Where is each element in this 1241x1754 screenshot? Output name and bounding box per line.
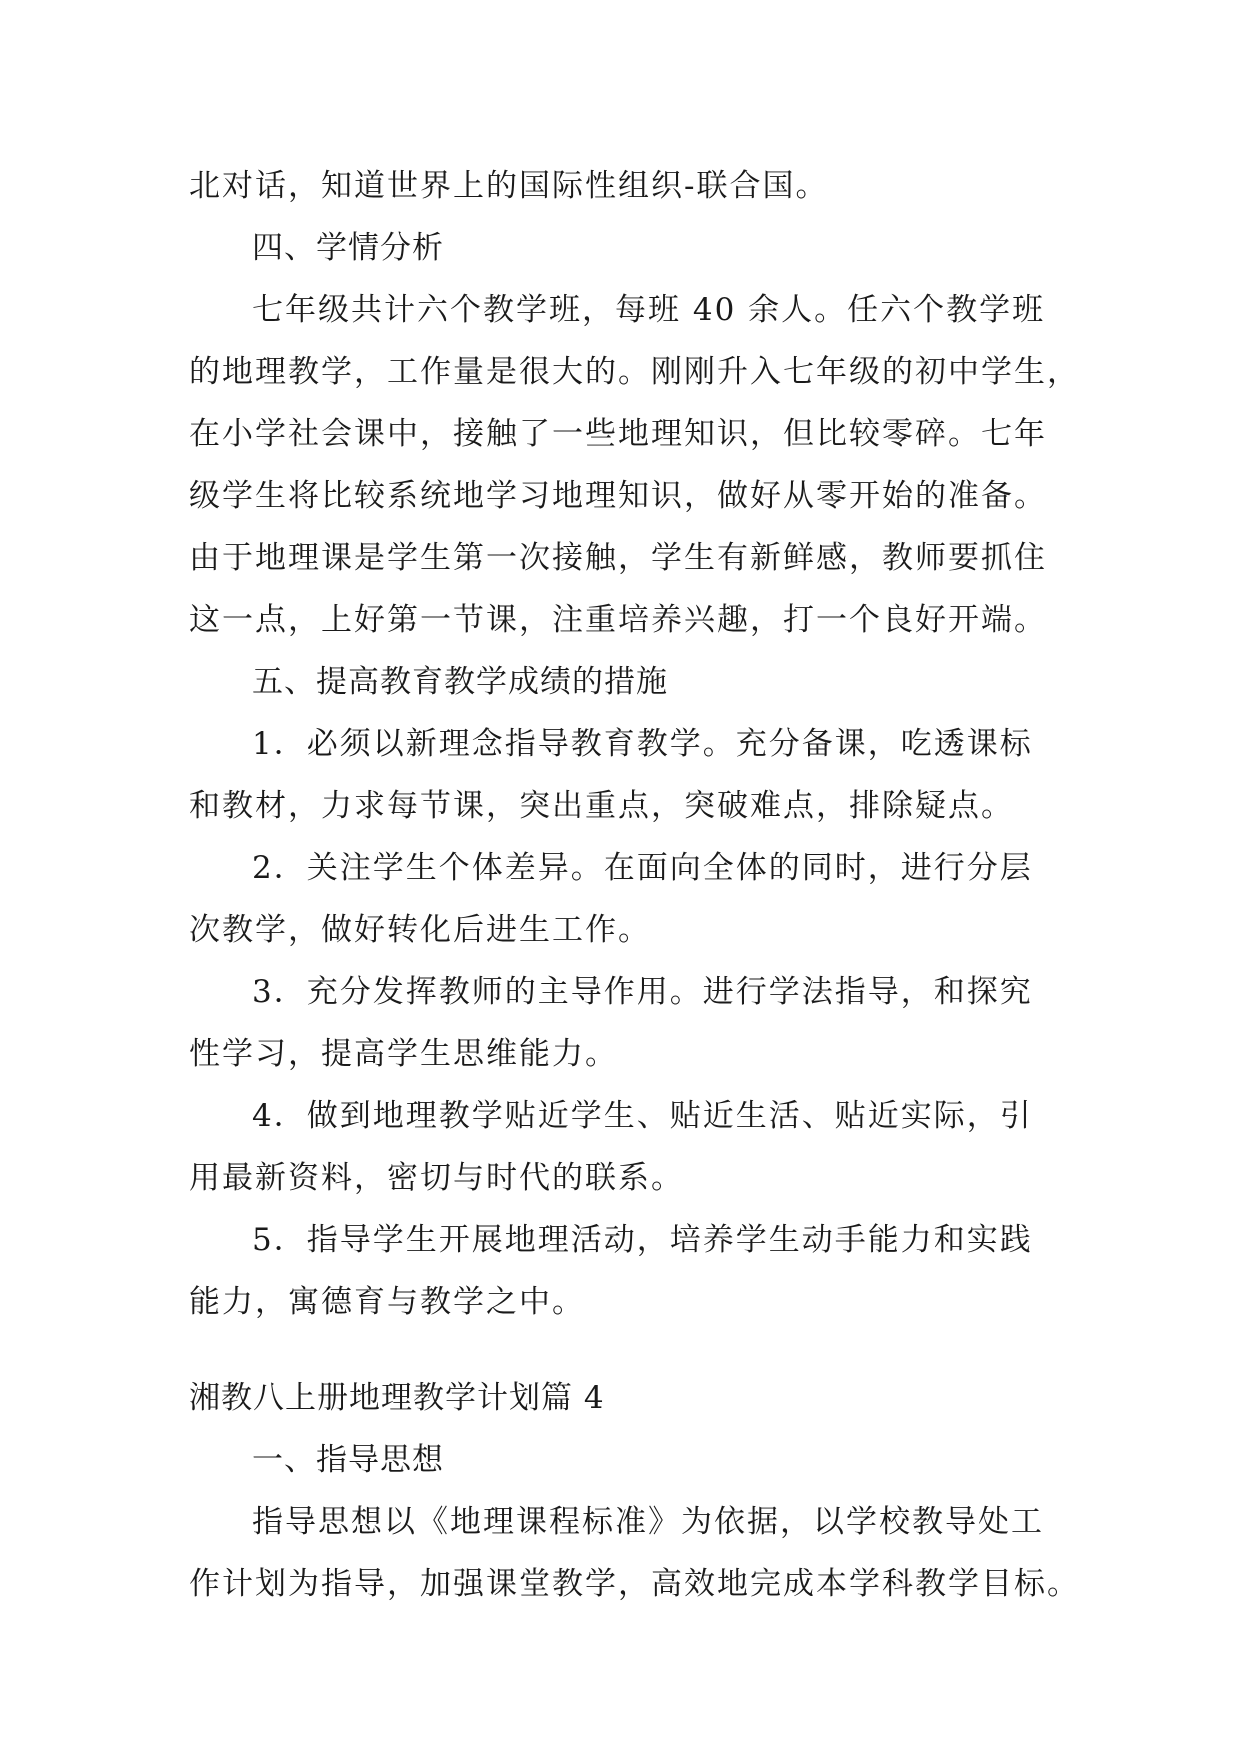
section-heading: 四、学情分析	[252, 230, 444, 266]
list-item-line: 2．关注学生个体差异。在面向全体的同时，进行分层	[252, 850, 1033, 886]
list-item-line: 5．指导学生开展地理活动，培养学生动手能力和实践	[252, 1222, 1033, 1258]
list-item-line: 能力，寓德育与教学之中。	[189, 1284, 585, 1320]
list-item-line: 和教材，力求每节课，突出重点，突破难点，排除疑点。	[189, 788, 1014, 824]
paragraph-line: 级学生将比较系统地学习地理知识，做好从零开始的准备。	[189, 478, 1047, 514]
paragraph-line: 在小学社会课中，接触了一些地理知识，但比较零碎。七年	[189, 416, 1047, 452]
paragraph-line: 指导思想以《地理课程标准》为依据，以学校教导处工	[252, 1504, 1044, 1540]
list-item-line: 4．做到地理教学贴近学生、贴近生活、贴近实际，引	[252, 1098, 1033, 1134]
list-item-line: 次教学，做好转化后进生工作。	[189, 912, 651, 948]
list-item-line: 3．充分发挥教师的主导作用。进行学法指导，和探究	[252, 974, 1033, 1010]
paragraph-line: 作计划为指导，加强课堂教学，高效地完成本学科教学目标。	[189, 1566, 1080, 1602]
paragraph-line: 的地理教学，工作量是很大的。刚刚升入七年级的初中学生，	[189, 354, 1080, 390]
section-heading: 一、指导思想	[252, 1442, 444, 1478]
article-title: 湘教八上册地理教学计划篇 4	[189, 1380, 605, 1416]
list-item-line: 性学习，提高学生思维能力。	[189, 1036, 618, 1072]
list-item-line: 1．必须以新理念指导教育教学。充分备课，吃透课标	[252, 726, 1033, 762]
paragraph-line: 七年级共计六个教学班，每班 40 余人。任六个教学班	[252, 292, 1046, 328]
paragraph-line: 由于地理课是学生第一次接触，学生有新鲜感，教师要抓住	[189, 540, 1047, 576]
paragraph-line: 北对话，知道世界上的国际性组织-联合国。	[189, 168, 829, 204]
paragraph-line: 这一点，上好第一节课，注重培养兴趣，打一个良好开端。	[189, 602, 1047, 638]
section-heading: 五、提高教育教学成绩的措施	[252, 664, 668, 700]
list-item-line: 用最新资料，密切与时代的联系。	[189, 1160, 684, 1196]
